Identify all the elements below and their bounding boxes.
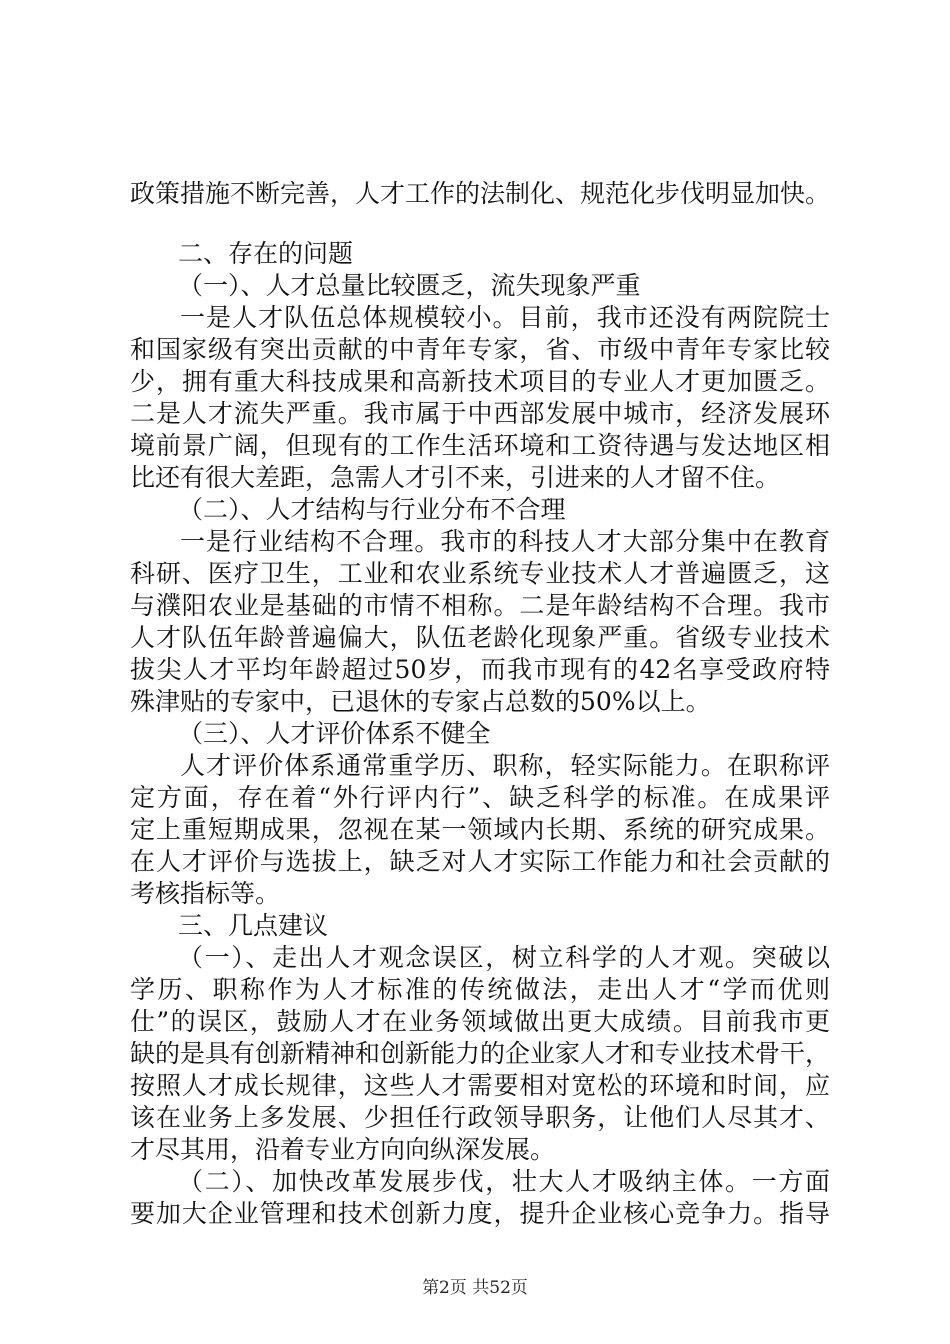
paragraph-line: 缺的是具有创新精神和创新能力的企业家人才和专业技术骨干， [130,1039,831,1068]
paragraph-line: 人才队伍年龄普遍偏大，队伍老龄化现象严重。省级专业技术 [130,623,830,652]
paragraph-line: （二）、加快改革发展步伐，壮大人才吸纳主体。一方面 [178,1167,830,1196]
paragraph-line: 拔尖人才平均年龄超过50岁，而我市现有的42名享受政府特 [130,655,830,684]
paragraph-line: 与濮阳农业是基础的市情不相称。二是年龄结构不合理。我市 [130,591,830,620]
paragraph-line: 学历、职称作为人才标准的传统做法，走出人才“学而优则 [130,975,830,1004]
section-heading: 二、存在的问题 [178,239,354,268]
subsection-heading: （三）、人才评价体系不健全 [178,719,491,748]
paragraph-line: 在人才评价与选拔上，缺乏对人才实际工作能力和社会贡献的 [130,847,830,876]
paragraph-line: 政策措施不断完善，人才工作的法制化、规范化步伐明显加快。 [130,179,831,208]
paragraph-line: 仕”的误区，鼓励人才在业务领域做出更大成绩。目前我市更 [130,1007,830,1036]
paragraph-line: 一是行业结构不合理。我市的科技人才大部分集中在教育 [180,527,830,556]
paragraph-line: （一）、走出人才观念误区，树立科学的人才观。突破以 [178,943,830,972]
paragraph-line: 殊津贴的专家中，已退休的专家占总数的50%以上。 [130,687,711,716]
paragraph-line: 才尽其用，沿着专业方向向纵深发展。 [130,1135,556,1164]
paragraph-line: 考核指标等。 [130,879,281,908]
section-heading: 三、几点建议 [178,911,329,940]
paragraph-line: 科研、医疗卫生，工业和农业系统专业技术人才普遍匮乏，这 [130,559,830,588]
paragraph-line: 定方面，存在着“外行评内行”、缺乏科学的标准。在成果评 [130,783,830,812]
paragraph-line: 按照人才成长规律，这些人才需要相对宽松的环境和时间，应 [130,1071,830,1100]
paragraph-line: 少，拥有重大科技成果和高新技术项目的专业人才更加匮乏。 [130,367,830,396]
subsection-heading: （二）、人才结构与行业分布不合理 [178,495,566,524]
paragraph-line: 人才评价体系通常重学历、职称，轻实际能力。在职称评 [180,751,830,780]
paragraph-line: 一是人才队伍总体规模较小。目前，我市还没有两院院士 [180,303,830,332]
paragraph-line: 二是人才流失严重。我市属于中西部发展中城市，经济发展环 [130,399,830,428]
paragraph-line: 比还有很大差距，急需人才引不来，引进来的人才留不住。 [130,463,781,492]
subsection-heading: （一）、人才总量比较匮乏，流失现象严重 [178,271,641,300]
paragraph-line: 和国家级有突出贡献的中青年专家，省、市级中青年专家比较 [130,335,830,364]
page-number-footer: 第2页 共52页 [422,1278,528,1298]
paragraph-line: 要加大企业管理和技术创新力度，提升企业核心竞争力。指导 [130,1199,830,1228]
paragraph-line: 该在业务上多发展、少担任行政领导职务，让他们人尽其才、 [130,1103,830,1132]
paragraph-line: 境前景广阔，但现有的工作生活环境和工资待遇与发达地区相 [130,431,830,460]
paragraph-line: 定上重短期成果，忽视在某一领域内长期、系统的研究成果。 [130,815,830,844]
